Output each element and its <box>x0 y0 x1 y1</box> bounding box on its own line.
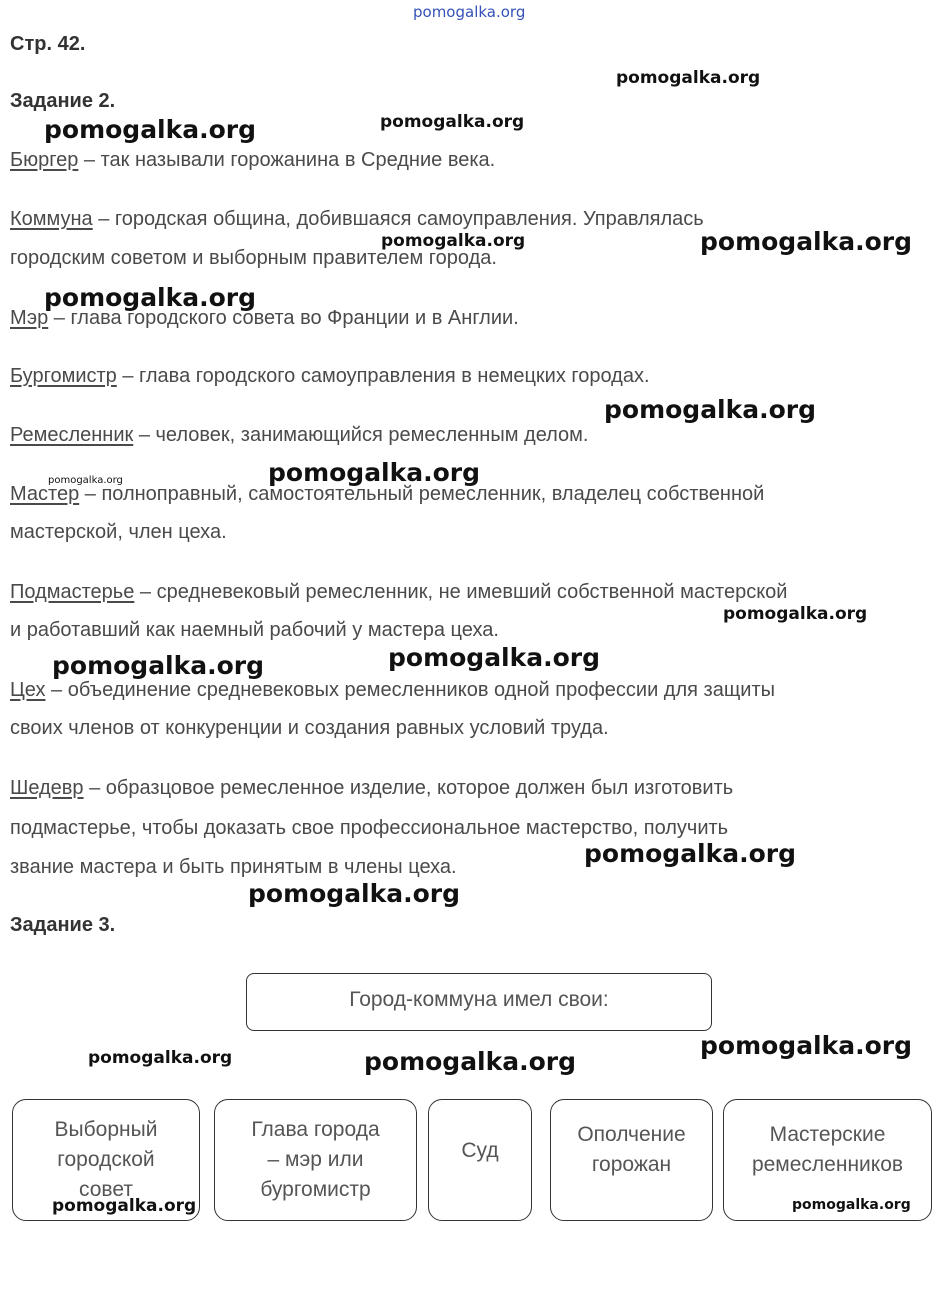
term-burgher: Бюргер <box>10 149 79 171</box>
definition-text: – человек, занимающийся ремесленным делом. <box>133 424 589 446</box>
definition-text: – полноправный, самостоятельный ремесленник, владелец собственной <box>79 483 765 505</box>
watermark: pomogalka.org <box>381 231 526 251</box>
definition-craftsman <box>10 423 589 447</box>
diagram-box-court <box>428 1099 532 1221</box>
definition-text: – средневековый ремесленник, не имевший собственной мастерской <box>134 581 788 603</box>
watermark: pomogalka.org <box>604 395 817 424</box>
box-line: – мэр или <box>267 1148 364 1171</box>
watermark: pomogalka.org <box>48 475 123 486</box>
box-line: Мастерские <box>769 1123 886 1146</box>
definition-masterpiece-cont-1: подмастерье, чтобы доказать свое профессиональное мастерство, получить <box>10 817 729 839</box>
definition-text: – образцовое ремесленное изделие, которое должен был изготовить <box>83 777 734 799</box>
watermark: pomogalka.org <box>584 839 797 868</box>
watermark: pomogalka.org <box>52 1196 197 1216</box>
watermark: pomogalka.org <box>388 643 601 672</box>
definition-apprentice-cont: и работавший как наемный рабочий у мастера цеха. <box>10 619 499 641</box>
box-line: Выборный <box>54 1118 158 1141</box>
definition-text: – городская община, добившаяся самоуправления. Управлялась <box>92 208 704 230</box>
term-guild: Цех <box>10 679 46 701</box>
term-commune: Коммуна <box>10 208 93 230</box>
watermark: pomogalka.org <box>723 604 868 624</box>
box-line: Глава города <box>251 1118 380 1141</box>
term-master: Мастер <box>10 483 80 505</box>
definition-text: – так называли горожанина в Средние века. <box>78 149 496 171</box>
task-2-heading: Задание 2. <box>10 90 116 112</box>
box-line: совет <box>79 1178 133 1201</box>
definition-commune <box>10 207 704 231</box>
watermark: pomogalka.org <box>380 112 525 132</box>
watermark: pomogalka.org <box>44 115 257 144</box>
watermark: pomogalka.org <box>700 1031 913 1060</box>
watermark: pomogalka.org <box>364 1047 577 1076</box>
term-craftsman: Ремесленник <box>10 424 134 446</box>
box-line: горожан <box>591 1153 672 1176</box>
watermark: pomogalka.org <box>268 458 481 487</box>
box-line: Суд <box>461 1139 499 1162</box>
watermark: pomogalka.org <box>248 879 461 908</box>
term-apprentice: Подмастерье <box>10 581 135 603</box>
term-burgomaster: Бургомистр <box>10 365 117 387</box>
watermark: pomogalka.org <box>792 1197 911 1213</box>
definition-burgher <box>10 148 495 172</box>
definition-text: – объединение средневековых ремесленников одной профессии для защиты <box>45 679 775 701</box>
definition-commune-cont: городским советом и выборным правителем города. <box>10 247 497 269</box>
task-3-heading: Задание 3. <box>10 914 116 936</box>
diagram-box-city-head <box>214 1099 417 1221</box>
watermark: pomogalka.org <box>88 1048 233 1068</box>
diagram-top-box <box>246 973 712 1031</box>
definition-guild-cont: своих членов от конкуренции и создания равных условий труда. <box>10 717 609 739</box>
definition-text: – глава городского самоуправления в немецких городах. <box>116 365 650 387</box>
definition-burgomaster <box>10 364 650 388</box>
box-line: ремесленников <box>751 1153 904 1176</box>
definition-masterpiece <box>10 776 733 800</box>
box-line: бургомистр <box>260 1178 371 1201</box>
watermark: pomogalka.org <box>44 283 257 312</box>
definition-guild <box>10 678 775 702</box>
box-line: городской <box>57 1148 155 1171</box>
diagram-box-militia <box>550 1099 713 1221</box>
watermark: pomogalka.org <box>52 651 265 680</box>
definition-apprentice <box>10 580 787 604</box>
watermark-top: pomogalka.org <box>413 3 526 21</box>
box-line: Ополчение <box>577 1123 686 1146</box>
page-header: Стр. 42. <box>10 33 86 55</box>
watermark: pomogalka.org <box>700 227 913 256</box>
definition-master-cont: мастерской, член цеха. <box>10 521 227 543</box>
watermark: pomogalka.org <box>616 68 761 88</box>
term-masterpiece: Шедевр <box>10 777 84 799</box>
definition-masterpiece-cont-2: звание мастера и быть принятым в члены цеха. <box>10 856 457 878</box>
definition-text: – глава городского совета во Франции и в Англии. <box>48 307 519 329</box>
diagram-top-label: Город-коммуна имел свои: <box>349 988 609 1011</box>
term-mayor: Мэр <box>10 307 49 329</box>
